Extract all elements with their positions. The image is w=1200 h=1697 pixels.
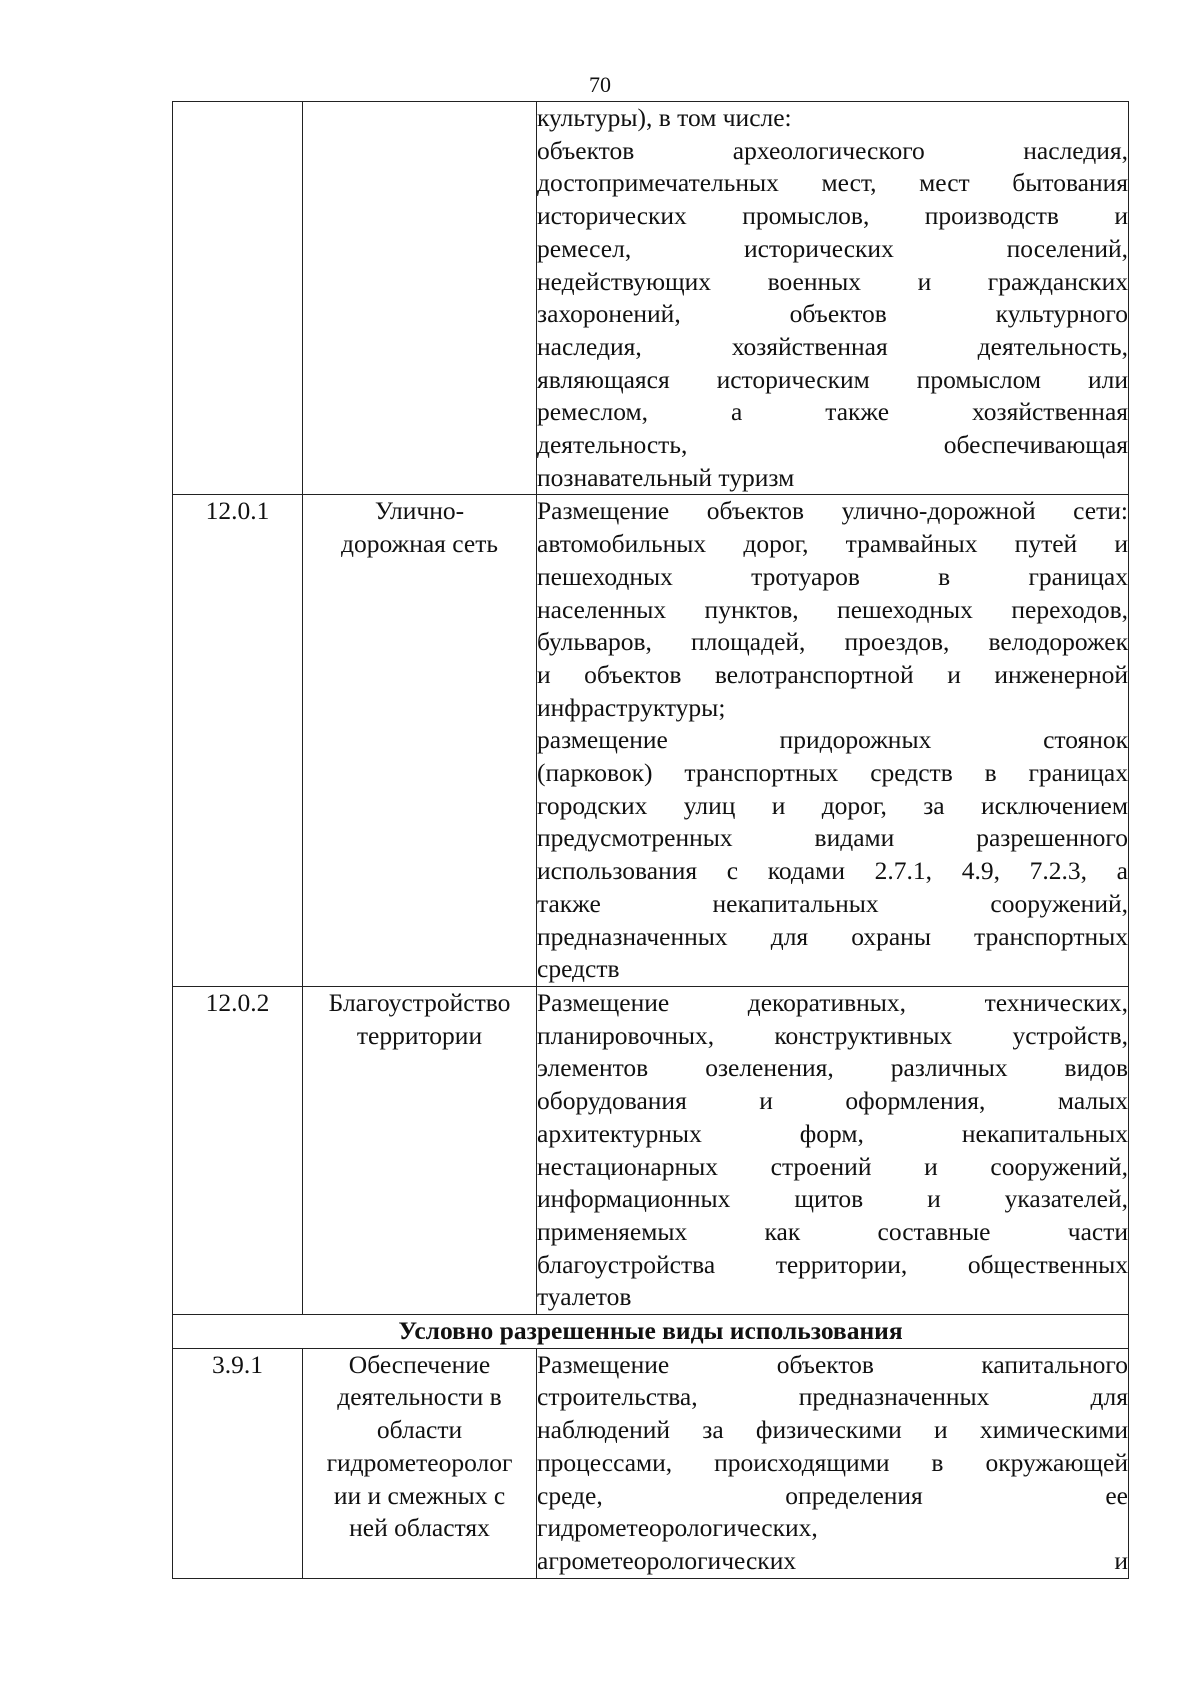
description-line: предусмотренных видами разрешенного [537, 823, 1128, 853]
code-cell [173, 102, 303, 495]
description-line: культуры), в том числе: [537, 103, 792, 132]
description-line: недействующих военных и гражданских [537, 266, 1128, 296]
table-row [173, 1348, 1129, 1578]
description-line: бульваров, площадей, проездов, велодорожек [537, 627, 1128, 657]
description-cell [537, 986, 1129, 1314]
description-line: (парковок) транспортных средств в границах [537, 758, 1128, 788]
page-number: 70 [589, 72, 611, 97]
name-line: дорожная сеть [341, 529, 498, 559]
description-line: являющаяся историческим промыслом или [537, 364, 1128, 394]
description-line: ремесел, исторических поселений, [537, 233, 1128, 263]
description-line: строительства, предназначенных для [537, 1382, 1128, 1412]
description-line: процессами, происходящими в окружающей [537, 1447, 1128, 1477]
section-heading: Условно разрешенные виды использования [173, 1315, 1129, 1349]
description-line: населенных пунктов, пешеходных переходов, [537, 594, 1128, 624]
name-line: территории [356, 1020, 483, 1050]
description-line: Размещение объектов улично-дорожной сети: [537, 496, 1128, 526]
description-line: применяемых как составные части [537, 1216, 1128, 1246]
description-line: пешеходных тротуаров в границах [537, 561, 1128, 591]
table-row [173, 986, 1129, 1314]
description-line: городских улиц и дорог, за исключением [537, 790, 1128, 820]
description-line: информационных щитов и указателей, [537, 1184, 1128, 1214]
description-line: средств [537, 954, 620, 984]
table-row [173, 495, 1129, 987]
description-line: гидрометеорологических, [537, 1513, 818, 1543]
description-line: оборудования и оформления, малых [537, 1086, 1128, 1116]
name-line: деятельности в [337, 1382, 502, 1412]
name-cell [303, 495, 537, 987]
description-line: элементов озеленения, различных видов [537, 1053, 1128, 1083]
name-line: области [376, 1415, 463, 1445]
code-cell: 12.0.2 [173, 986, 303, 1314]
description-line: деятельность, обеспечивающая [537, 430, 1128, 460]
description-line: нестационарных строений и сооружений, [537, 1151, 1128, 1181]
name-cell [303, 1348, 537, 1578]
name-line: Обеспечение [348, 1349, 491, 1379]
land-use-table [172, 101, 1129, 1579]
description-line: наблюдений за физическими и химическими [537, 1415, 1128, 1445]
description-line: агрометеорологических и [537, 1545, 1128, 1575]
description-line: достопримечательных мест, мест бытования [537, 168, 1128, 198]
name-line: ии и смежных с [333, 1480, 506, 1510]
name-line: Улично- [374, 496, 465, 526]
description-line: благоустройства территории, общественных [537, 1249, 1128, 1279]
description-cell [537, 495, 1129, 987]
description-line: и объектов велотранспортной и инженерной [537, 659, 1128, 689]
description-line: также некапитальных сооружений, [537, 888, 1128, 918]
code-cell: 3.9.1 [173, 1348, 303, 1578]
name-line: гидрометеоролог [326, 1447, 513, 1477]
description-line: инфраструктуры; [537, 692, 726, 722]
description-line: Размещение объектов капитального [537, 1349, 1128, 1379]
description-line: Размещение декоративных, технических, [537, 987, 1128, 1017]
table-row [173, 102, 1129, 495]
name-cell [303, 986, 537, 1314]
name-line: Благоустройство [328, 987, 511, 1017]
description-line: среде, определения ее [537, 1480, 1128, 1510]
description-line: использования с кодами 2.7.1, 4.9, 7.2.3, а [537, 856, 1128, 886]
code-cell: 12.0.1 [173, 495, 303, 987]
description-line: автомобильных дорог, трамвайных путей и [537, 529, 1128, 559]
description-line: наследия, хозяйственная деятельность, [537, 331, 1128, 361]
description-line: туалетов [537, 1282, 632, 1312]
name-line: ней областях [349, 1513, 490, 1543]
description-line: планировочных, конструктивных устройств, [537, 1020, 1128, 1050]
description-line: размещение придорожных стоянок [537, 725, 1128, 755]
description-line: ремеслом, а также хозяйственная [537, 397, 1128, 427]
description-line: захоронений, объектов культурного [537, 299, 1128, 329]
description-line: объектов археологического наследия, [537, 135, 1128, 165]
table-row [173, 1315, 1129, 1349]
description-line: предназначенных для охраны транспортных [537, 921, 1128, 951]
description-line: познавательный туризм [537, 462, 795, 492]
description-cell [537, 102, 1129, 495]
description-cell [537, 1348, 1129, 1578]
description-line: архитектурных форм, некапитальных [537, 1118, 1128, 1148]
name-cell [303, 102, 537, 495]
description-line: исторических промыслов, производств и [537, 201, 1128, 231]
